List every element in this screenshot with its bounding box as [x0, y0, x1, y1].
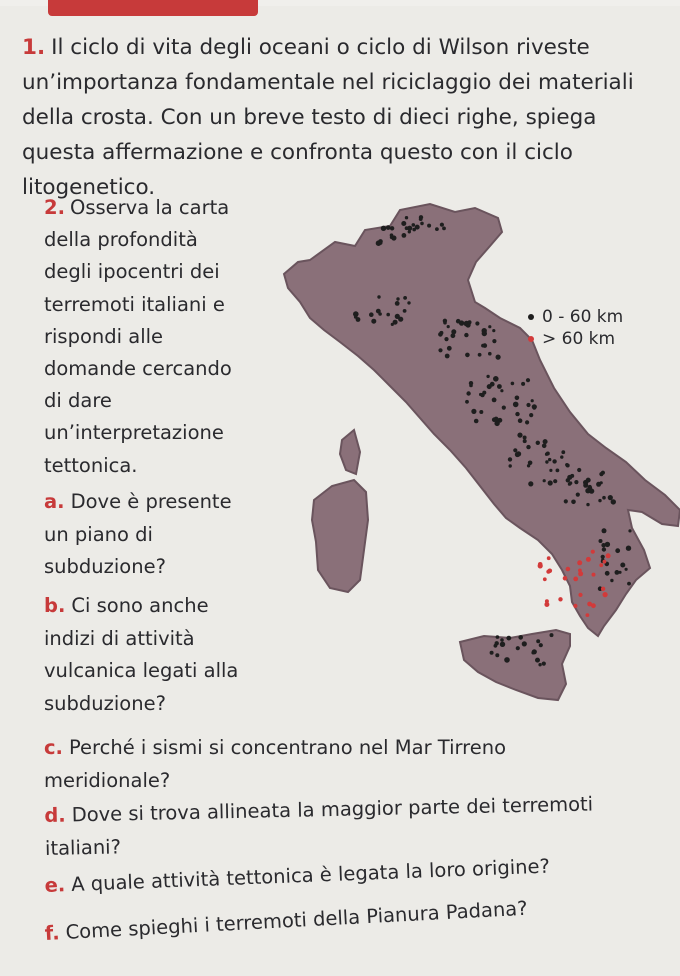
earthquake-dot-shallow	[605, 571, 610, 576]
earthquake-dot-shallow	[412, 223, 416, 227]
earthquake-dot-shallow	[526, 445, 530, 449]
earthquake-dot-shallow	[531, 399, 534, 402]
earthquake-dot-shallow	[419, 217, 423, 221]
earthquake-hypocenter-map	[270, 190, 680, 720]
legend-label-shallow: 0 - 60 km	[542, 307, 624, 327]
earthquake-dot-deep	[563, 576, 568, 581]
earthquake-dot-shallow	[517, 433, 522, 438]
earthquake-dot-shallow	[390, 226, 394, 230]
earthquake-dot-shallow	[444, 337, 448, 341]
earthquake-dot-shallow	[626, 546, 631, 551]
exercise-2-intro-text: Osserva la carta della profondità degli ipocentri dei terremoti italiani e rispondi alle domande cercando di dare un’interpretazione tettonica.	[44, 196, 232, 477]
exercise-2-intro	[44, 192, 234, 482]
earthquake-dot-shallow	[403, 296, 407, 300]
earthquake-dot-deep	[558, 597, 562, 601]
earthquake-dot-shallow	[546, 452, 550, 456]
sardinia-shape	[312, 480, 368, 592]
earthquake-dot-shallow	[435, 227, 439, 231]
question-letter: e.	[44, 873, 66, 897]
earthquake-dot-shallow	[479, 393, 482, 396]
question-letter: a.	[44, 490, 65, 513]
earthquake-dot-shallow	[442, 227, 446, 231]
earthquake-dot-shallow	[486, 375, 489, 378]
earthquake-dot-shallow	[515, 412, 519, 416]
earthquake-dot-shallow	[464, 333, 468, 337]
earthquake-dot-shallow	[500, 638, 504, 642]
earthquake-dot-shallow	[405, 216, 408, 219]
earthquake-dot-shallow	[509, 464, 512, 467]
earthquake-dot-shallow	[536, 441, 540, 445]
earthquake-dot-deep	[573, 604, 577, 608]
earthquake-dot-shallow	[427, 224, 431, 228]
earthquake-dot-shallow	[456, 319, 461, 324]
earthquake-dot-deep	[543, 577, 547, 581]
earthquake-dot-shallow	[570, 474, 574, 478]
earthquake-dot-shallow	[371, 319, 376, 324]
earthquake-dot-shallow	[627, 582, 631, 586]
earthquake-dot-shallow	[588, 485, 593, 490]
earthquake-dot-shallow	[586, 478, 591, 483]
earthquake-dot-shallow	[440, 223, 444, 227]
sicily-shape	[460, 630, 570, 700]
earthquake-dot-shallow	[391, 323, 394, 326]
earthquake-dot-shallow	[628, 529, 631, 532]
earthquake-dot-shallow	[492, 398, 497, 403]
earthquake-dot-shallow	[492, 417, 497, 422]
earthquake-dot-shallow	[618, 571, 621, 574]
earthquake-dot-deep	[547, 556, 551, 560]
earthquake-dot-shallow	[548, 458, 551, 461]
earthquake-dot-deep	[566, 567, 571, 572]
earthquake-dot-shallow	[506, 636, 511, 641]
question-text: Dove è presente un piano di subduzione?	[44, 490, 232, 578]
earthquake-dot-shallow	[550, 633, 554, 637]
question-letter: d.	[44, 803, 66, 827]
earthquake-dot-shallow	[377, 295, 380, 298]
earthquake-dot-shallow	[526, 403, 530, 407]
earthquake-dot-shallow	[542, 662, 546, 666]
earthquake-dot-shallow	[574, 480, 578, 484]
chapter-header-tab	[48, 0, 258, 16]
earthquake-dot-shallow	[403, 309, 407, 313]
earthquake-dot-shallow	[511, 382, 515, 386]
earthquake-dot-deep	[601, 587, 605, 591]
earthquake-dot-shallow	[500, 642, 505, 647]
earthquake-dot-shallow	[518, 418, 523, 423]
earthquake-dot-shallow	[602, 547, 606, 551]
earthquake-dot-shallow	[381, 226, 386, 231]
earthquake-dot-shallow	[539, 643, 543, 647]
question-c	[44, 732, 564, 797]
earthquake-dot-shallow	[610, 579, 613, 582]
legend-item-shallow	[528, 306, 623, 328]
earthquake-dot-shallow	[447, 346, 452, 351]
corsica-shape	[340, 430, 360, 474]
earthquake-dot-shallow	[515, 396, 520, 401]
earthquake-dot-shallow	[513, 448, 517, 452]
question-b	[44, 590, 244, 720]
earthquake-dot-shallow	[583, 483, 588, 488]
question-letter: f.	[44, 921, 61, 945]
exercise-1	[22, 30, 674, 205]
earthquake-dot-shallow	[396, 297, 399, 300]
earthquake-dot-shallow	[576, 493, 580, 497]
question-text: Come spieghi i terremoti della Pianura Padana?	[65, 896, 529, 944]
earthquake-dot-shallow	[420, 222, 424, 226]
earthquake-dot-shallow	[608, 495, 613, 500]
earthquake-dot-deep	[586, 557, 591, 562]
earthquake-dot-shallow	[398, 317, 403, 322]
earthquake-dot-shallow	[531, 651, 534, 654]
earthquake-dot-shallow	[386, 225, 391, 230]
earthquake-dot-shallow	[625, 568, 628, 571]
black-dot-icon	[528, 314, 534, 320]
earthquake-dot-deep	[606, 553, 611, 558]
earthquake-dot-shallow	[495, 641, 499, 645]
map-legend	[528, 306, 623, 350]
earthquake-dot-shallow	[527, 464, 530, 467]
legend-label-deep: > 60 km	[542, 329, 616, 349]
earthquake-dot-shallow	[402, 233, 407, 238]
earthquake-dot-shallow	[611, 499, 616, 504]
earthquake-dot-deep	[591, 550, 595, 554]
earthquake-dot-shallow	[467, 321, 471, 325]
question-text: Ci sono anche indizi di attività vulcanica legati alla subduzione?	[44, 594, 239, 715]
earthquake-dot-deep	[603, 592, 608, 597]
earthquake-dot-shallow	[522, 641, 527, 646]
earthquake-dot-shallow	[490, 651, 494, 655]
earthquake-dot-shallow	[415, 225, 420, 230]
earthquake-dot-shallow	[482, 331, 487, 336]
earthquake-dot-shallow	[492, 339, 496, 343]
earthquake-dot-deep	[578, 569, 582, 573]
earthquake-dot-shallow	[542, 444, 547, 449]
earthquake-dot-shallow	[560, 455, 563, 458]
earthquake-dot-shallow	[615, 548, 620, 553]
earthquake-dot-shallow	[478, 353, 482, 357]
earthquake-dot-shallow	[488, 352, 492, 356]
earthquake-dot-shallow	[602, 496, 606, 500]
earthquake-dot-shallow	[513, 402, 519, 408]
earthquake-dot-shallow	[475, 321, 479, 325]
question-a	[44, 486, 244, 584]
earthquake-dot-shallow	[482, 391, 486, 395]
earthquake-dot-shallow	[529, 413, 533, 417]
earthquake-dot-shallow	[516, 646, 520, 650]
earthquake-dot-shallow	[469, 384, 473, 388]
earthquake-dot-shallow	[465, 353, 470, 358]
earthquake-dot-deep	[577, 560, 582, 565]
earthquake-dot-shallow	[465, 400, 469, 404]
earthquake-dot-shallow	[438, 348, 442, 352]
earthquake-dot-shallow	[391, 235, 396, 240]
earthquake-dot-shallow	[564, 499, 568, 503]
earthquake-dot-shallow	[620, 563, 625, 568]
earthquake-dot-shallow	[538, 663, 541, 666]
earthquake-dot-shallow	[525, 420, 529, 424]
earthquake-dot-shallow	[471, 409, 476, 414]
earthquake-dot-shallow	[508, 457, 512, 461]
earthquake-dot-shallow	[521, 382, 525, 386]
earthquake-dot-shallow	[523, 439, 527, 443]
earthquake-dot-shallow	[518, 635, 523, 640]
earthquake-dot-deep	[544, 602, 549, 607]
earthquake-dot-shallow	[569, 481, 572, 484]
earthquake-dot-shallow	[577, 468, 581, 472]
earthquake-dot-shallow	[405, 226, 409, 230]
earthquake-dot-shallow	[602, 528, 607, 533]
earthquake-dot-shallow	[599, 539, 603, 543]
earthquake-dot-shallow	[438, 332, 443, 337]
earthquake-dot-shallow	[369, 312, 374, 317]
earthquake-dot-shallow	[571, 500, 576, 505]
earthquake-dot-shallow	[447, 325, 450, 328]
question-text: Dove si trova allineata la maggior parte dei terremoti italiani?	[44, 792, 594, 860]
legend-item-deep	[528, 328, 623, 350]
earthquake-dot-deep	[578, 593, 582, 597]
earthquake-dot-deep	[573, 577, 578, 582]
exercise-2-number: 2.	[44, 196, 65, 219]
earthquake-dot-shallow	[549, 469, 552, 472]
earthquake-dot-shallow	[545, 460, 548, 463]
earthquake-dot-shallow	[552, 459, 556, 463]
earthquake-dot-shallow	[496, 355, 501, 360]
earthquake-dot-shallow	[407, 301, 410, 304]
earthquake-dot-shallow	[493, 376, 499, 382]
earthquake-dot-shallow	[504, 657, 510, 663]
earthquake-dot-shallow	[495, 653, 499, 657]
earthquake-dot-deep	[592, 573, 596, 577]
earthquake-dot-shallow	[601, 471, 605, 475]
question-text: A quale attività tettonica è legata la loro origine?	[70, 854, 551, 896]
earthquake-dot-deep	[587, 602, 592, 607]
earthquake-dot-shallow	[553, 479, 557, 483]
earthquake-dot-shallow	[561, 450, 565, 454]
earthquake-dot-shallow	[535, 658, 540, 663]
question-letter: c.	[44, 736, 63, 759]
earthquake-dot-shallow	[445, 354, 450, 359]
earthquake-dot-shallow	[600, 481, 603, 484]
earthquake-dot-shallow	[533, 406, 537, 410]
earthquake-dot-shallow	[543, 479, 546, 482]
earthquake-dot-shallow	[492, 329, 495, 332]
earthquake-dot-shallow	[487, 384, 492, 389]
earthquake-dot-shallow	[466, 391, 470, 395]
earthquake-dot-shallow	[401, 221, 406, 226]
red-dot-icon	[528, 336, 534, 342]
earthquake-dot-shallow	[566, 478, 570, 482]
earthquake-dot-shallow	[502, 406, 506, 410]
earthquake-dot-shallow	[556, 469, 560, 473]
earthquake-dot-shallow	[516, 451, 521, 456]
earthquake-dot-shallow	[376, 309, 381, 314]
question-text: Perché i sismi si concentrano nel Mar Tirreno meridionale?	[44, 736, 507, 792]
earthquake-dot-shallow	[451, 329, 456, 334]
earthquake-dot-shallow	[586, 503, 589, 506]
earthquake-dot-shallow	[386, 313, 390, 317]
earthquake-dot-shallow	[379, 241, 383, 245]
earthquake-dot-shallow	[479, 410, 483, 414]
earthquake-dot-shallow	[474, 419, 479, 424]
earthquake-dot-shallow	[601, 543, 605, 547]
earthquake-dot-deep	[599, 563, 603, 567]
earthquake-dot-shallow	[565, 463, 569, 467]
earthquake-dot-deep	[586, 613, 590, 617]
earthquake-dot-shallow	[523, 436, 527, 440]
exercise-1-text: Il ciclo di vita degli oceani o ciclo di Wilson riveste un’importanza fondamentale nel riciclaggio dei materiali della crosta. Con un breve testo di dieci righe, spiega questa affermazione e confronta questo con il ciclo litogenetico.	[22, 35, 634, 200]
earthquake-dot-deep	[538, 563, 543, 568]
exercise-1-number: 1.	[22, 35, 46, 60]
earthquake-dot-shallow	[528, 481, 533, 486]
earthquake-dot-shallow	[548, 480, 553, 485]
earthquake-dot-shallow	[526, 378, 530, 382]
earthquake-dot-shallow	[496, 635, 500, 639]
earthquake-dot-shallow	[543, 439, 548, 444]
earthquake-dot-shallow	[536, 639, 540, 643]
earthquake-dot-shallow	[395, 301, 400, 306]
earthquake-dot-shallow	[488, 325, 491, 328]
earthquake-dot-deep	[548, 569, 553, 574]
earthquake-dot-shallow	[598, 499, 601, 502]
earthquake-dot-shallow	[481, 344, 485, 348]
earthquake-dot-shallow	[497, 384, 502, 389]
earthquake-dot-shallow	[443, 321, 447, 325]
earthquake-dot-deep	[603, 560, 607, 564]
question-letter: b.	[44, 594, 66, 617]
earthquake-dot-shallow	[356, 317, 361, 322]
earthquake-dot-shallow	[500, 389, 503, 392]
